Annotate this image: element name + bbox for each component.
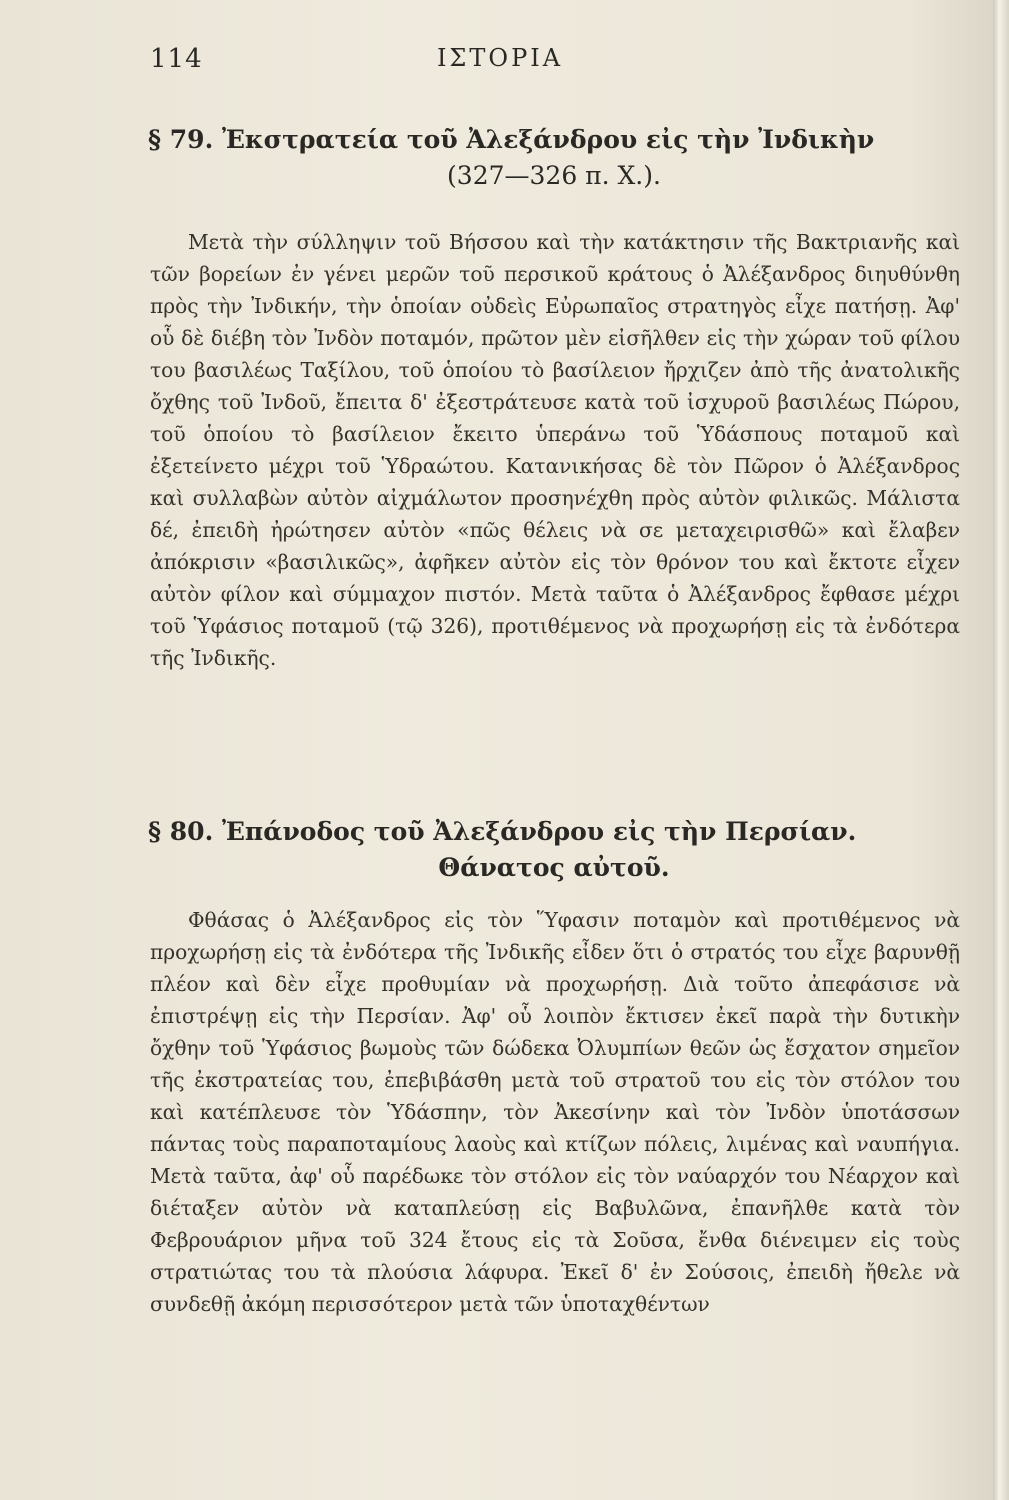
page-header [150,44,850,84]
page-edge [993,0,1009,1500]
section-79-dates: (327—326 π. Χ.). [447,161,661,190]
section-80-title: § 80. Ἐπάνοδος τοῦ Ἀλεξάνδρου εἰς τὴν Περσίαν. [148,817,857,846]
section-79-paragraph: Μετὰ τὴν σύλληψιν τοῦ Βήσσου καὶ τὴν κατάκτησιν τῆς Βακτριανῆς καὶ τῶν βορείων ἐν γένει μερῶν τοῦ περσικοῦ κράτους ὁ Ἀλέξανδρος διηυθύνθη πρὸς τὴν Ἰνδικήν, τὴν ὁποίαν οὐδεὶς Εὐρωπαῖος στρατηγὸς εἶχε πατήσῃ. Ἀφ' οὗ δὲ διέβη τὸν Ἰνδὸν ποταμόν, πρῶτον μὲν εἰσῆλθεν εἰς τὴν χώραν τοῦ φίλου του βασιλέως Ταξίλου, τοῦ ὁποίου τὸ βασίλειον ἤρχιζεν ἀπὸ τῆς ἀνατολικῆς ὄχθης τοῦ Ἰνδοῦ, ἔπειτα δ' ἐξεστράτευσε κατὰ τοῦ ἰσχυροῦ βασιλέως Πώρου, τοῦ ὁποίου τὸ βασίλειον ἔκειτο ὑπεράνω τοῦ Ὑδάσπους ποταμοῦ καὶ ἐξετείνετο μέχρι τοῦ Ὑδραώτου. Κατανικήσας δὲ τὸν Πῶρον ὁ Ἀλέξανδρος καὶ συλλαβὼν αὐτὸν αἰχμάλωτον προσηνέχθη πρὸς αὐτὸν φιλικῶς. Μάλιστα δέ, ἐπειδὴ ἠρώτησεν αὐτὸν «πῶς θέλεις νὰ σε μεταχειρισθῶ» καὶ ἔλαβεν ἀπόκρισιν «βασιλικῶς», ἀφῆκεν αὐτὸν εἰς τὸν θρόνον του καὶ ἔκτοτε εἶχεν αὐτὸν φίλον καὶ σύμμαχον πιστόν. Μετὰ ταῦτα ὁ Ἀλέξανδρος ἔφθασε μέχρι τοῦ Ὑφάσιος ποταμοῦ (τῷ 326), προτιθέμενος νὰ προχωρήσῃ εἰς τὰ ἐνδότερα τῆς Ἰνδικῆς. [150,230,960,670]
section-79-title: § 79. Ἐκστρατεία τοῦ Ἀλεξάνδρου εἰς τὴν Ἰνδικὴν [148,125,875,154]
section-80-paragraph: Φθάσας ὁ Ἀλέξανδρος εἰς τὸν Ὕφασιν ποταμὸν καὶ προτιθέμενος νὰ προχωρήσῃ εἰς τὰ ἐνδότερα τῆς Ἰνδικῆς εἶδεν ὅτι ὁ στρατός του εἶχε βαρυνθῇ πλέον καὶ δὲν εἶχε προθυμίαν νὰ προχωρήσῃ. Διὰ τοῦτο ἀπεφάσισε νὰ ἐπιστρέψῃ εἰς τὴν Περσίαν. Ἀφ' οὗ λοιπὸν ἔκτισεν ἐκεῖ παρὰ τὴν δυτικὴν ὄχθην τοῦ Ὑφάσιος βωμοὺς τῶν δώδεκα Ὀλυμπίων θεῶν ὡς ἔσχατον σημεῖον τῆς ἐκστρατείας του, ἐπεβιβάσθη μετὰ τοῦ στρατοῦ του εἰς τὸν στόλον του καὶ κατέπλευσε τὸν Ὑδάσπην, τὸν Ἀκεσίνην καὶ τὸν Ἰνδὸν ὑποτάσσων πάντας τοὺς παραποταμίους λαοὺς καὶ κτίζων πόλεις, λιμένας καὶ ναυπήγια. Μετὰ ταῦτα, ἀφ' οὗ παρέδωκε τὸν στόλον εἰς τὸν ναύαρχόν του Νέαρχον καὶ διέταξεν αὐτὸν νὰ καταπλεύσῃ εἰς Βαβυλῶνα, ἐπανῆλθε κατὰ τὸν Φεβρουάριον μῆνα τοῦ 324 ἔτους εἰς τὰ Σοῦσα, ἔνθα διένειμεν εἰς τοὺς στρατιώτας του τὰ πλούσια λάφυρα. Ἐκεῖ δ' ἐν Σούσοις, ἐπειδὴ ἤθελε νὰ συνδεθῇ ἀκόμη περισσότερον μετὰ τῶν ὑποταχθέντων [150,908,960,1316]
section-80-heading [148,814,960,886]
section-79-heading [148,122,960,194]
page-number: 114 [150,44,203,74]
running-title: ΙΣΤΟΡΙΑ [436,44,564,72]
section-80-subtitle: Θάνατος αὐτοῦ. [438,853,670,882]
